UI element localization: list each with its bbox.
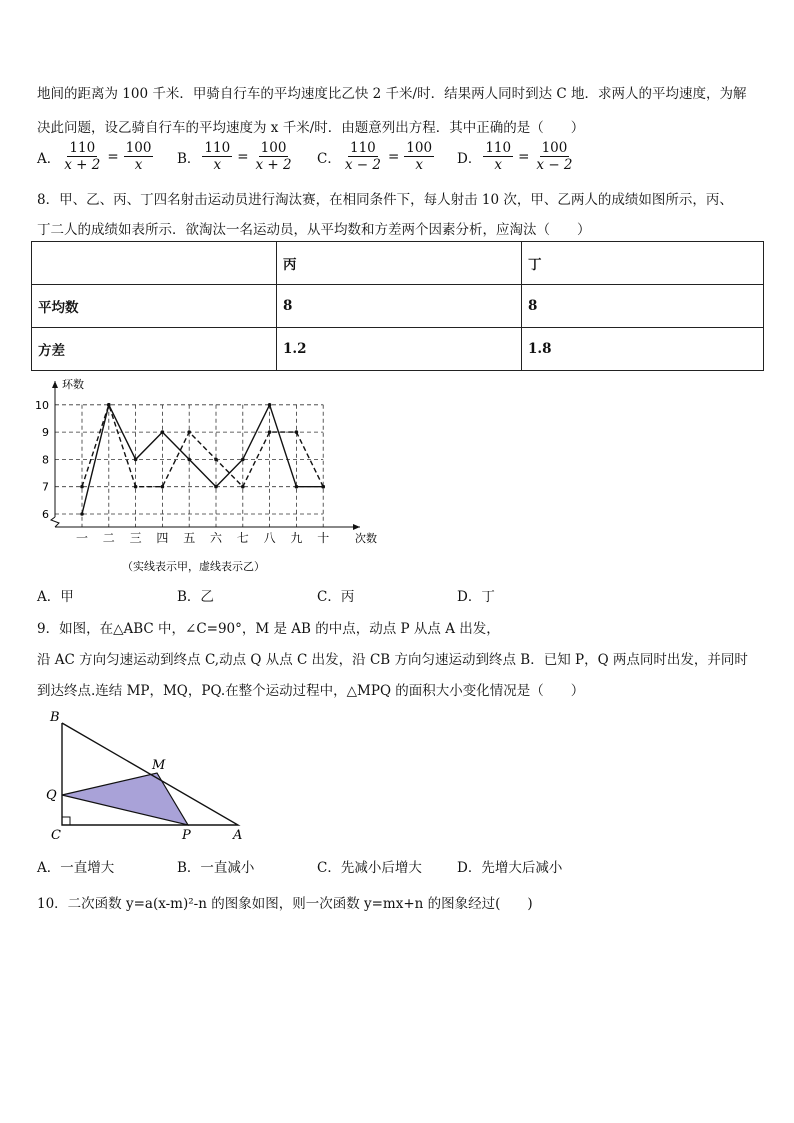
fraction: $\frac{110}{x}$ xyxy=(204,140,231,173)
equals-sign: = xyxy=(518,148,530,165)
q7-option-b[interactable] xyxy=(177,140,317,173)
q8-option-a[interactable]: A．甲 xyxy=(37,589,74,605)
q7-line1: 地间的距离为 100 千米．甲骑自行车的平均速度比乙快 2 千米/时．结果两人同时到达 C 地．求两人的平均速度，为解 xyxy=(37,86,747,102)
score-line-chart xyxy=(30,375,390,580)
y-tick-label: 9 xyxy=(42,426,49,440)
q7-option-a[interactable] xyxy=(37,140,177,173)
fraction: $\frac{100}{x + 2}$ xyxy=(255,140,292,173)
table-row xyxy=(32,285,764,328)
y-tick-label: 8 xyxy=(42,453,49,467)
y-tick-label: 10 xyxy=(35,398,49,412)
equals-sign: = xyxy=(107,148,119,165)
table-cell: 8 xyxy=(522,285,764,328)
equals-sign: = xyxy=(387,148,400,165)
q8-line2: 丁二人的成绩如表所示．欲淘汰一名运动员，从平均数和方差两个因素分析，应淘汰（ ） xyxy=(37,222,591,238)
axis-break xyxy=(51,517,59,527)
data-point xyxy=(295,430,299,434)
data-point xyxy=(134,485,138,489)
option-label: C． xyxy=(317,150,341,167)
chart-ylabel: 环数 xyxy=(62,378,84,391)
fraction: $\frac{110}{x + 2}$ xyxy=(64,140,101,173)
x-axis-arrow xyxy=(353,524,360,530)
data-point xyxy=(214,458,218,462)
q9-option-b[interactable]: B．一直减小 xyxy=(177,860,255,876)
chart-xlabel: 次数 xyxy=(355,532,377,545)
data-point xyxy=(161,485,165,489)
data-point xyxy=(134,458,138,462)
x-tick-label: 十 xyxy=(317,531,330,545)
fraction: $\frac{100}{x}$ xyxy=(125,140,152,173)
data-point xyxy=(268,430,272,434)
label-m: M xyxy=(152,758,166,773)
table-cell: 方差 xyxy=(32,328,277,371)
x-tick-label: 九 xyxy=(290,531,303,545)
x-tick-label: 六 xyxy=(209,531,223,545)
table-cell: 1.2 xyxy=(277,328,522,371)
label-q: Q xyxy=(46,788,57,803)
data-point xyxy=(321,485,325,489)
x-tick-label: 三 xyxy=(129,531,142,545)
data-point xyxy=(241,458,245,462)
fraction: $\frac{100}{x - 2}$ xyxy=(536,140,573,173)
y-tick-label: 7 xyxy=(42,480,49,494)
y-axis-arrow xyxy=(52,381,58,388)
fraction: $\frac{100}{x}$ xyxy=(406,140,433,173)
chart-caption: （实线表示甲，虚线表示乙） xyxy=(122,560,265,573)
label-b: B xyxy=(50,710,60,725)
y-tick-label: 6 xyxy=(42,508,49,521)
data-point xyxy=(241,485,245,489)
q8-score-table xyxy=(31,241,764,371)
q8-option-b[interactable]: B．乙 xyxy=(177,589,214,605)
q9-options xyxy=(37,856,597,876)
label-a: A xyxy=(233,828,243,843)
chart-grid xyxy=(55,405,323,527)
q9-line1: 9．如图，在△ABC 中，∠C=90°，M 是 AB 的中点，动点 P 从点 A 出发， xyxy=(37,621,500,637)
q8-options xyxy=(37,585,597,605)
q8-line1: 8．甲、乙、丙、丁四名射击运动员进行淘汰赛，在相同条件下，每人射击 10 次，甲、乙两人的成绩如图所示，丙、 xyxy=(37,192,733,208)
q8-option-c[interactable]: C．丙 xyxy=(317,589,355,605)
q7-option-d[interactable] xyxy=(457,140,597,173)
fraction: $\frac{110}{x}$ xyxy=(485,140,512,173)
q7-line2: 决此问题，设乙骑自行车的平均速度为 x 千米/时．由题意列出方程．其中正确的是（ ） xyxy=(37,120,585,136)
table-row xyxy=(32,242,764,285)
x-tick-label: 四 xyxy=(156,531,169,545)
equals-sign: = xyxy=(237,148,249,165)
q9-option-c[interactable]: C．先减小后增大 xyxy=(317,860,422,876)
right-angle-mark xyxy=(62,817,70,825)
data-point xyxy=(295,485,299,489)
option-label: D． xyxy=(457,150,482,167)
x-tick-label: 五 xyxy=(183,531,196,545)
data-point xyxy=(187,430,191,434)
data-point xyxy=(80,512,84,516)
shaded-triangle-mpq xyxy=(62,773,188,825)
table-cell: 1.8 xyxy=(522,328,764,371)
triangle-figure xyxy=(40,705,260,845)
series-line-yi xyxy=(82,405,323,487)
data-point xyxy=(80,485,84,489)
table-header-cell: 丁 xyxy=(522,242,764,285)
table-header-cell: 丙 xyxy=(277,242,522,285)
q9-line2: 沿 AC 方向匀速运动到终点 C,动点 Q 从点 C 出发，沿 CB 方向匀速运动到终点 B．已知 P，Q 两点同时出发，并同时 xyxy=(37,652,748,668)
q9-option-d[interactable]: D．先增大后减小 xyxy=(457,860,563,876)
q9-option-a[interactable]: A．一直增大 xyxy=(37,860,115,876)
table-cell: 平均数 xyxy=(32,285,277,328)
table-header-cell xyxy=(32,242,277,285)
table-cell: 8 xyxy=(277,285,522,328)
data-point xyxy=(187,458,191,462)
q7-options xyxy=(37,140,597,173)
label-p: P xyxy=(182,828,191,843)
data-point xyxy=(107,403,111,407)
fraction: $\frac{110}{x - 2}$ xyxy=(344,140,381,173)
q8-option-d[interactable]: D．丁 xyxy=(457,589,495,605)
data-point xyxy=(161,430,165,434)
x-tick-label: 一 xyxy=(75,531,89,545)
x-tick-label: 二 xyxy=(102,531,115,545)
x-tick-label: 八 xyxy=(263,531,276,545)
data-point xyxy=(214,485,218,489)
q7-option-c[interactable] xyxy=(317,140,457,173)
label-c: C xyxy=(51,828,61,843)
option-label: B． xyxy=(177,150,201,167)
option-label: A． xyxy=(37,150,61,167)
table-row xyxy=(32,328,764,371)
x-tick-label: 七 xyxy=(236,531,249,545)
q10-line1: 10．二次函数 y=a(x-m)²-n 的图象如图，则一次函数 y=mx+n 的图象经过( ) xyxy=(37,896,533,912)
q9-line3: 到达终点.连结 MP，MQ，PQ.在整个运动过程中，△MPQ 的面积大小变化情况是（ ） xyxy=(37,683,585,699)
data-point xyxy=(268,403,272,407)
